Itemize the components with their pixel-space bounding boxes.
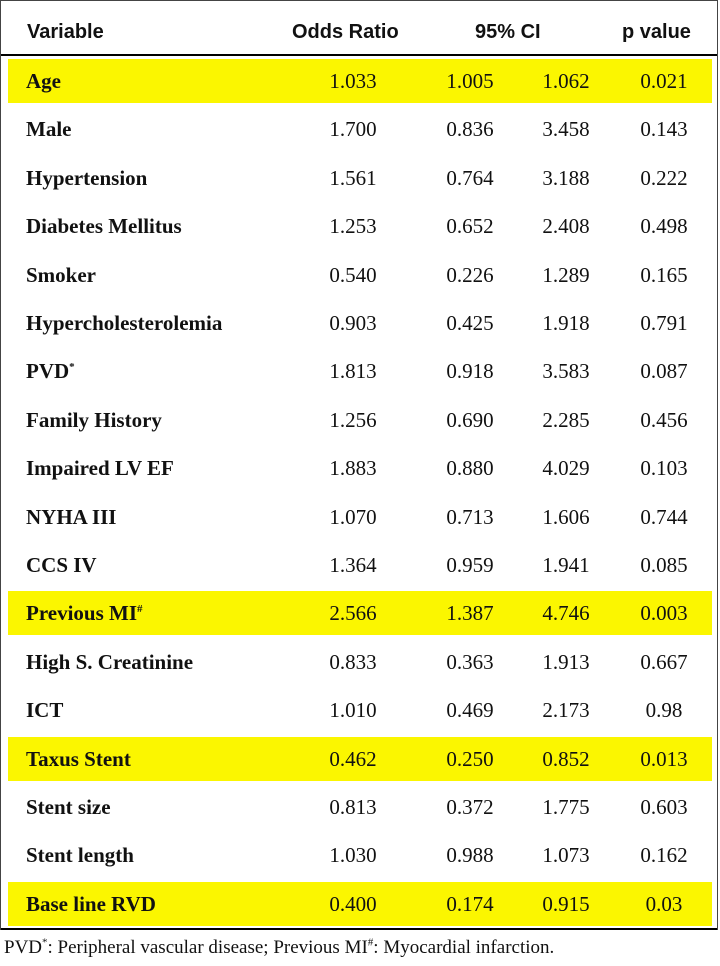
- table-row: [8, 107, 712, 151]
- ci-upper-cell: 0.915: [542, 891, 590, 916]
- ci-lower-cell: 0.988: [446, 843, 494, 868]
- ci-upper-cell: 3.458: [542, 117, 590, 142]
- odds-ratio-cell: 0.400: [329, 891, 377, 916]
- ci-upper-cell: 4.746: [542, 601, 590, 626]
- ci-upper-cell: 2.408: [542, 214, 590, 239]
- variable-cell: [26, 398, 162, 442]
- variable-label: Male: [26, 117, 72, 142]
- odds-ratio-cell: 1.010: [329, 698, 377, 723]
- p-value-cell: 0.456: [640, 407, 688, 432]
- variable-cell: [26, 785, 111, 829]
- variable-label: High S. Creatinine: [26, 649, 194, 674]
- odds-ratio-cell: 1.561: [329, 165, 377, 190]
- table-header: [1, 1, 717, 56]
- ci-upper-cell: 1.941: [542, 553, 590, 577]
- table-row: [8, 640, 712, 684]
- variable-label: Diabetes Mellitus: [26, 214, 182, 239]
- variable-cell: [26, 882, 156, 926]
- ci-lower-cell: 0.959: [446, 553, 494, 577]
- ci-lower-cell: 0.918: [446, 359, 494, 384]
- ci-upper-cell: 3.188: [542, 165, 590, 190]
- variable-superscript: *: [69, 361, 75, 374]
- p-value-cell: 0.98: [645, 698, 683, 723]
- odds-ratio-cell: 1.256: [329, 407, 377, 432]
- ci-lower-cell: 1.005: [446, 69, 494, 93]
- odds-ratio-cell: 0.462: [329, 746, 377, 771]
- variable-cell: [26, 446, 174, 490]
- variable-cell: [26, 495, 116, 539]
- odds-ratio-cell: 1.700: [329, 117, 377, 142]
- odds-ratio-cell: 1.883: [329, 456, 377, 481]
- odds-ratio-cell: 0.833: [329, 649, 377, 674]
- variable-label: NYHA III: [26, 504, 117, 529]
- table-row: [8, 446, 712, 490]
- ci-lower-cell: 0.690: [446, 407, 494, 432]
- ci-upper-cell: 2.173: [542, 698, 590, 723]
- table-row: [8, 495, 712, 539]
- table-row: [8, 688, 712, 732]
- table-row: [8, 543, 712, 587]
- ci-upper-cell: 1.606: [542, 504, 590, 529]
- ci-upper-cell: 2.285: [542, 407, 590, 432]
- ci-lower-cell: 0.425: [446, 311, 494, 335]
- variable-label: Hypercholesterolemia: [26, 311, 223, 335]
- variable-cell: [26, 204, 182, 248]
- table-row: [8, 882, 712, 926]
- variable-cell: [26, 156, 147, 200]
- ci-upper-cell: 1.073: [542, 843, 590, 868]
- ci-upper-cell: 0.852: [542, 746, 590, 771]
- odds-ratio-cell: 1.033: [329, 69, 377, 93]
- ci-upper-cell: 1.289: [542, 262, 590, 287]
- variable-label: CCS IV: [26, 553, 97, 577]
- table-row: [8, 349, 712, 393]
- table-row: [8, 737, 712, 781]
- variable-cell: [26, 107, 71, 151]
- ci-upper-cell: 3.583: [542, 359, 590, 384]
- odds-ratio-cell: 0.903: [329, 311, 377, 335]
- table-row: [8, 785, 712, 829]
- variable-label: Smoker: [26, 262, 96, 287]
- header-p-value: p value: [622, 21, 691, 43]
- table-row: [8, 156, 712, 200]
- variable-cell: [26, 737, 131, 781]
- variable-label: PVD: [26, 359, 70, 384]
- p-value-cell: 0.143: [640, 117, 688, 142]
- variable-cell: [26, 349, 75, 393]
- ci-upper-cell: 4.029: [542, 456, 590, 481]
- ci-lower-cell: 0.836: [446, 117, 494, 142]
- ci-upper-cell: 1.918: [542, 311, 590, 335]
- odds-ratio-cell: 1.253: [329, 214, 377, 239]
- variable-label: Age: [26, 69, 61, 93]
- table-row: [8, 59, 712, 103]
- ci-lower-cell: 1.387: [446, 601, 494, 626]
- odds-ratio-cell: 1.070: [329, 504, 377, 529]
- header-odds-ratio: Odds Ratio: [292, 21, 399, 43]
- ci-upper-cell: 1.062: [542, 69, 590, 93]
- table-row: [8, 398, 712, 442]
- variable-label: Impaired LV EF: [26, 456, 174, 481]
- variable-label: ICT: [26, 698, 64, 723]
- variable-label: Taxus Stent: [26, 746, 131, 771]
- odds-ratio-cell: 1.813: [329, 359, 377, 384]
- ci-lower-cell: 0.226: [446, 262, 494, 287]
- ci-lower-cell: 0.713: [446, 504, 494, 529]
- odds-ratio-cell: 1.030: [329, 843, 377, 868]
- footnote: [4, 930, 554, 966]
- variable-cell: [26, 591, 143, 635]
- odds-ratio-cell: 0.540: [329, 262, 377, 287]
- variable-label: Stent size: [26, 795, 111, 819]
- footnote-pvd-abbr: PVD: [4, 937, 43, 958]
- ci-lower-cell: 0.764: [446, 165, 494, 190]
- footnote-pvd-sup: *: [42, 936, 48, 949]
- p-value-cell: 0.003: [640, 601, 688, 626]
- p-value-cell: 0.103: [640, 456, 688, 481]
- odds-ratio-cell: 1.364: [329, 553, 377, 577]
- variable-cell: [26, 640, 193, 684]
- ci-lower-cell: 0.469: [446, 698, 494, 723]
- p-value-cell: 0.603: [640, 795, 688, 819]
- table-row: [8, 204, 712, 248]
- variable-label: Base line RVD: [26, 891, 156, 916]
- table-row: [8, 833, 712, 877]
- variable-cell: [26, 253, 96, 297]
- ci-lower-cell: 0.880: [446, 456, 494, 481]
- ci-lower-cell: 0.174: [446, 891, 494, 916]
- table-row: [8, 253, 712, 297]
- variable-label: Stent length: [26, 843, 134, 868]
- variable-cell: [26, 543, 97, 587]
- table-row: [8, 591, 712, 635]
- footnote-mi-sup: #: [367, 936, 374, 949]
- p-value-cell: 0.013: [640, 746, 688, 771]
- ci-lower-cell: 0.652: [446, 214, 494, 239]
- table-row: [8, 301, 712, 345]
- p-value-cell: 0.667: [640, 649, 688, 674]
- footnote-pvd-text: : Peripheral vascular disease; Previous MI: [47, 937, 368, 958]
- variable-cell: [26, 59, 61, 103]
- variable-superscript: #: [137, 603, 143, 616]
- p-value-cell: 0.085: [640, 553, 688, 577]
- variable-cell: [26, 688, 63, 732]
- variable-label: Hypertension: [26, 165, 148, 190]
- ci-lower-cell: 0.250: [446, 746, 494, 771]
- p-value-cell: 0.03: [645, 891, 683, 916]
- header-95-ci: 95% CI: [475, 21, 541, 43]
- p-value-cell: 0.498: [640, 214, 688, 239]
- variable-cell: [26, 301, 222, 345]
- footnote-mi-text: : Myocardial infarction.: [373, 937, 555, 958]
- p-value-cell: 0.087: [640, 359, 688, 384]
- p-value-cell: 0.162: [640, 843, 688, 868]
- variable-cell: [26, 833, 134, 877]
- p-value-cell: 0.222: [640, 165, 688, 190]
- odds-ratio-cell: 2.566: [329, 601, 377, 626]
- header-variable: Variable: [27, 21, 104, 43]
- variable-label: Previous MI: [26, 601, 138, 626]
- p-value-cell: 0.791: [640, 311, 688, 335]
- variable-label: Family History: [26, 407, 162, 432]
- ci-lower-cell: 0.363: [446, 649, 494, 674]
- p-value-cell: 0.021: [640, 69, 688, 93]
- odds-ratio-cell: 0.813: [329, 795, 377, 819]
- ci-upper-cell: 1.775: [542, 795, 590, 819]
- ci-lower-cell: 0.372: [446, 795, 494, 819]
- p-value-cell: 0.165: [640, 262, 688, 287]
- p-value-cell: 0.744: [640, 504, 688, 529]
- ci-upper-cell: 1.913: [542, 649, 590, 674]
